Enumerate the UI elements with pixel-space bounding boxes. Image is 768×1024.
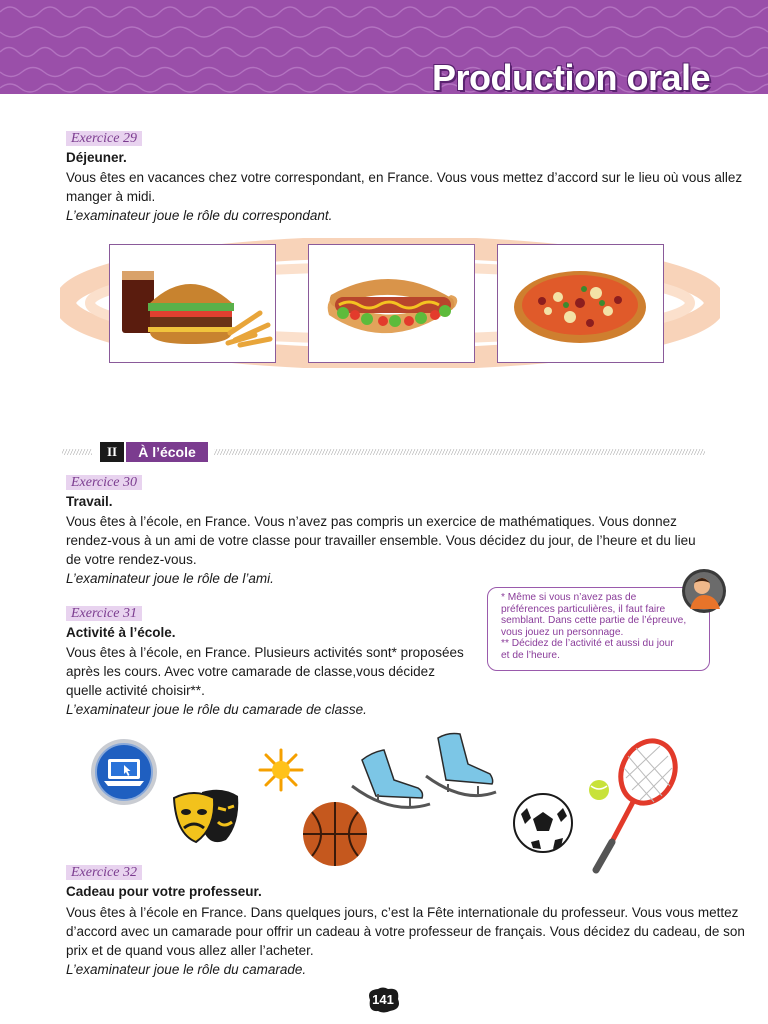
exercise-30-text: [66, 512, 696, 588]
tip-note-line: et de l’heure.: [501, 649, 560, 661]
exercise-31-line: après les cours. Avec votre camarade de classe,vous décidez: [66, 664, 435, 679]
exercise-32-title: Cadeau pour votre professeur.: [66, 884, 262, 899]
burger-icon: [110, 245, 275, 362]
tip-note-text: [501, 592, 686, 661]
page-number: 141: [372, 992, 394, 1007]
tip-note-line: semblant. Dans cette partie de l’épreuve,: [501, 615, 687, 626]
section-header: [62, 440, 705, 464]
exercise-29-text: [66, 168, 742, 225]
food-card-pizza: [497, 244, 664, 363]
section-title: À l’école: [138, 444, 196, 460]
exercise-29-label: Exercice 29: [66, 131, 142, 146]
header-banner: [0, 0, 768, 94]
tip-note-line: ** Décidez de l’activité et aussi du jour: [501, 638, 674, 649]
food-card-burger: [109, 244, 276, 363]
mascot-avatar-icon: [680, 567, 728, 615]
hot-dog-icon: [309, 245, 474, 362]
food-card-hotdog: [308, 244, 475, 363]
pompom-icon: [256, 748, 306, 792]
tennis-icon: [584, 738, 684, 874]
tip-note-line: préférences particulières, il faut faire: [501, 603, 666, 615]
exercise-32-text: [66, 903, 745, 979]
exercise-30-title: Travail.: [66, 494, 113, 509]
pizza-icon: [498, 245, 663, 362]
exercise-32-line: Vous êtes à l’école en France. Dans quelques jours, c’est la Fête internationale du professeur. Vous vous mettez: [66, 905, 739, 920]
computer-icon: [88, 737, 160, 807]
exercise-30-label: Exercice 30: [66, 475, 142, 490]
page-number-badge: [366, 987, 400, 1013]
soccer-ball-icon: [511, 792, 575, 854]
ice-skates-icon: [348, 732, 498, 822]
exercise-31-label: Exercice 31: [66, 606, 142, 621]
page-title: Production orale: [431, 57, 710, 94]
exercise-32-line: prix et de quand vous allez aller l’acheter.: [66, 943, 314, 958]
exercise-31-line: quelle activité choisir**.: [66, 683, 205, 698]
exercise-29-line: manger à midi.: [66, 189, 156, 204]
exercise-29-title: Déjeuner.: [66, 150, 127, 165]
exercise-30-line: rendez-vous à un ami de votre classe pour travailler ensemble. Vous décidez du jour, de l’heure et du lieu: [66, 533, 696, 548]
exercise-30-role: L’examinateur joue le rôle de l’ami.: [66, 571, 274, 586]
exercise-31-title: Activité à l’école.: [66, 625, 176, 640]
exercise-31-role: L’examinateur joue le rôle du camarade de classe.: [66, 702, 367, 717]
exercise-32-line: d’accord avec un camarade pour offrir un cadeau à votre professeur de français. Vous décidez du cadeau, de son: [66, 924, 745, 939]
theatre-masks-icon: [172, 784, 242, 856]
tip-note-line: vous jouez un personnage.: [501, 626, 624, 638]
exercise-31-text: [66, 643, 464, 719]
section-number: II: [106, 444, 118, 459]
exercise-29-role: L’examinateur joue le rôle du correspondant.: [66, 208, 333, 223]
exercise-30-line: Vous êtes à l’école, en France. Vous n’avez pas compris un exercice de mathématiques. Vous donnez: [66, 514, 677, 529]
exercise-31-line: Vous êtes à l’école, en France. Plusieurs activités sont* proposées: [66, 645, 464, 660]
exercise-30-line: de votre rendez-vous.: [66, 552, 197, 567]
exercise-29-line: Vous êtes en vacances chez votre correspondant, en France. Vous vous mettez d’accord sur le lieu où vous allez: [66, 170, 743, 185]
exercise-32-label: Exercice 32: [66, 865, 142, 880]
exercise-32-role: L’examinateur joue le rôle du camarade.: [66, 962, 307, 977]
tip-note-line: * Même si vous n’avez pas de: [501, 592, 637, 603]
